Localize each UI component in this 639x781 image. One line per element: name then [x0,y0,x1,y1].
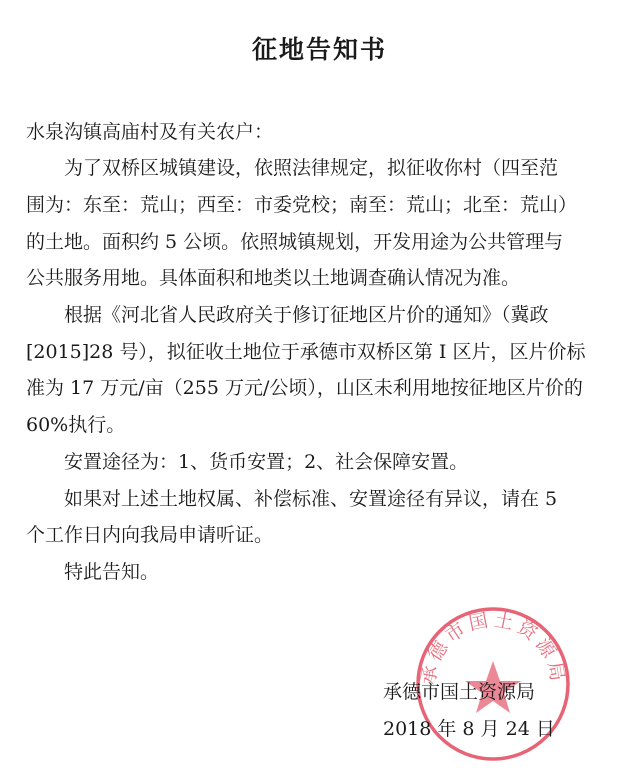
seal-text: 承德市国土资源局 [417,608,569,687]
document-title: 征地告知书 [251,35,387,64]
issuer-name: 承德市国土资源局 [383,681,536,703]
body-line: 根据《河北省人民政府关于修订征地区片价的通知》（冀政 [64,304,549,326]
body-line: 的土地。面积约 5 公顷。依照城镇规划，开发用途为公共管理与 [26,231,564,253]
salutation: 水泉沟镇高庙村及有关农户： [26,121,274,143]
body-line: 特此告知。 [64,561,160,583]
body-line: 围为：东至：荒山；西至：市委党校；南至：荒山；北至：荒山） [26,194,578,216]
body-line: 安置途径为：1、货币安置；2、社会保障安置。 [64,451,469,473]
body-line: 如果对上述土地权属、补偿标准、安置途径有异议，请在 5 [64,488,558,510]
body-line: 公共服务用地。具体面积和地类以土地调查确认情况为准。 [26,267,521,289]
body-line: 60%执行。 [26,414,126,436]
body-line: 准为 17 万元/亩（255 万元/公顷），山区未利用地按征地区片价的 [26,377,583,399]
body-line: [2015]28 号），拟征收土地位于承德市双桥区第 I 区片，区片价标 [26,341,586,363]
issue-date: 2018 年 8 月 24 日 [383,718,555,740]
body-line: 为了双桥区城镇建设，依照法律规定，拟征收你村（四至范 [64,157,559,179]
body-line: 个工作日内向我局申请听证。 [26,524,274,546]
